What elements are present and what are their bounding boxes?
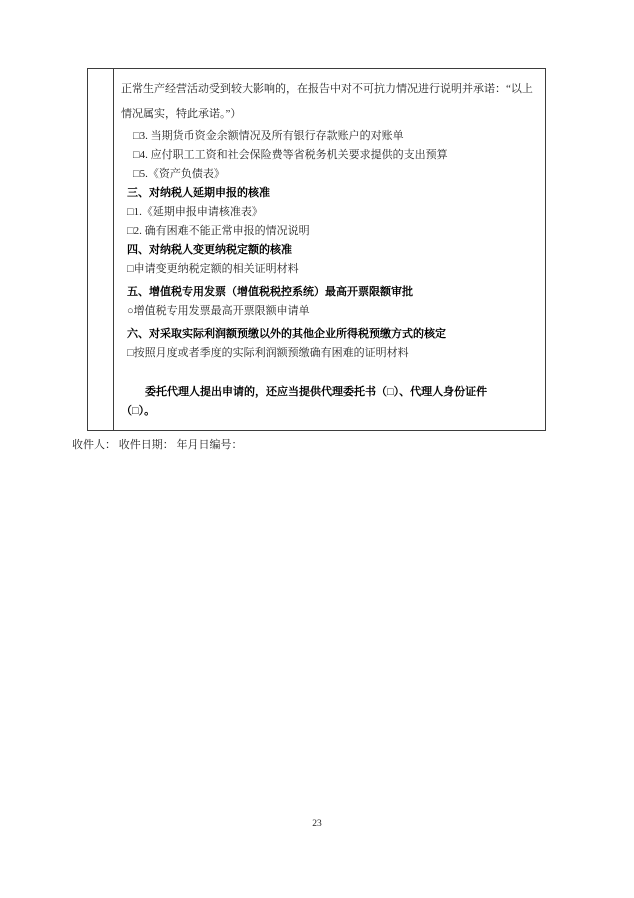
table-line: 委托代理人提出申请的，还应当提供代理委托书（□）、代理人身份证件 <box>145 386 488 398</box>
table-line: （□）。 <box>121 405 156 417</box>
table-line: □1.《延期申报申请核准表》 <box>127 206 263 218</box>
form-table <box>87 68 546 431</box>
table-line: 四、对纳税人变更纳税定额的核准 <box>127 244 292 256</box>
table-line: 情况属实，特此承诺。”） <box>121 108 242 120</box>
table-line: □4. 应付职工工资和社会保险费等省税务机关要求提供的支出预算 <box>133 149 448 161</box>
table-line: 五、增值税专用发票（增值税税控系统）最高开票限额审批 <box>127 286 413 298</box>
table-line: □2. 确有困难不能正常申报的情况说明 <box>127 225 310 237</box>
receipt-footer-line: 收件人： 收件日期： 年月日编号： <box>72 439 243 451</box>
table-line: □5.《资产负债表》 <box>133 168 225 180</box>
table-line: 正常生产经营活动受到较大影响的，在报告中对不可抗力情况进行说明并承诺：“以上 <box>121 83 533 95</box>
table-left-column <box>88 69 114 430</box>
table-line: 六、对采取实际利润额预缴以外的其他企业所得税预缴方式的核定 <box>127 328 446 340</box>
table-line: □按照月度或者季度的实际利润额预缴确有困难的证明材料 <box>127 347 409 359</box>
table-line: □3. 当期货币资金余额情况及所有银行存款账户的对账单 <box>133 130 404 142</box>
page-number: 23 <box>312 819 322 829</box>
table-line: □申请变更纳税定额的相关证明材料 <box>127 263 299 275</box>
table-line: ○增值税专用发票最高开票限额申请单 <box>127 305 310 317</box>
table-content-cell <box>114 69 545 430</box>
table-line: 三、对纳税人延期申报的核准 <box>127 187 270 199</box>
